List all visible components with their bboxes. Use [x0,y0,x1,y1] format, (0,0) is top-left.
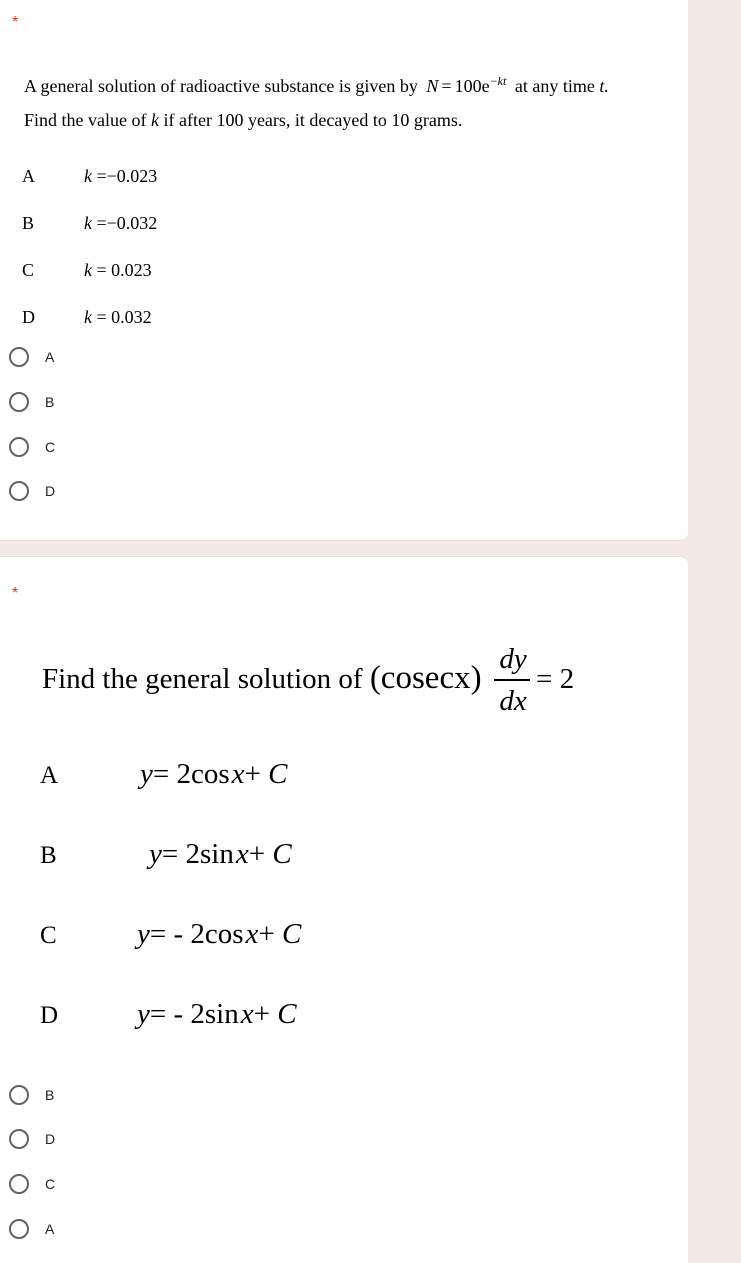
radio-circle-icon[interactable] [9,481,29,501]
radio-label: B [45,394,55,410]
radio-label: C [45,1176,56,1192]
radio-label: C [45,439,56,455]
question-2-prefix: Find the general solution of [42,663,363,695]
radio-circle-icon[interactable] [9,437,29,457]
option-expr-b: k =−0.032 [84,213,158,233]
option-expr-d: y= - 2sinx+ C [137,998,297,1030]
radio-label: A [45,349,55,365]
radio-circle-icon[interactable] [9,1174,29,1194]
fraction-denominator: dx [499,685,527,717]
option-expr-a: y= 2cosx+ C [140,758,288,790]
formula-base: 100e [454,76,490,96]
formula-equals: = [441,76,452,96]
option-letter-d: D [22,307,35,327]
formula-N: N [426,76,439,96]
option-expr-c: k = 0.023 [84,260,152,280]
question-card-2 [0,556,688,1263]
option-letter-b: B [40,842,57,869]
option-letter-c: C [22,260,35,280]
required-asterisk: * [12,14,19,31]
question-1-line-2 [24,110,462,131]
question-1-prefix: A general solution of radioactive substance is given by [24,76,418,96]
question-1-line-1 [24,74,609,97]
radio-circle-icon[interactable] [9,1085,29,1105]
radio-circle-icon[interactable] [9,347,29,367]
radio-choice-b[interactable] [9,390,54,414]
radio-choice-c[interactable] [9,1172,55,1196]
option-expr-b: y= 2sinx+ C [149,838,292,870]
question-1-line2-prefix: Find the value of [24,110,147,130]
radio-label: B [45,1087,55,1103]
radio-choice-c[interactable] [9,435,55,459]
question-2-cosec: (cosecx) [369,660,482,696]
option-expr-c: y= - 2cosx+ C [137,918,302,950]
radio-choice-a[interactable] [9,345,54,369]
question-1-t: t. [599,76,609,96]
radio-choice-b[interactable] [9,1083,54,1107]
question-1-line2-suffix: if after 100 years, it decayed to 10 grams. [163,110,463,130]
option-letter-a: A [40,762,59,789]
question-1-suffix: at any time [514,76,595,96]
radio-circle-icon[interactable] [9,392,29,412]
radio-label: D [45,483,56,499]
option-letter-c: C [40,922,57,949]
radio-label: A [45,1221,55,1237]
option-letter-a: A [22,166,35,186]
required-asterisk: * [12,585,19,602]
radio-choice-d[interactable] [9,479,55,503]
question-1-k: k [150,110,159,130]
option-letter-d: D [40,1002,59,1029]
question-2-text [42,660,482,697]
radio-circle-icon[interactable] [9,1129,29,1149]
radio-label: D [45,1131,56,1147]
question-2-rhs: = 2 [536,663,575,695]
option-expr-a: k =−0.023 [84,166,158,186]
radio-choice-a[interactable] [9,1217,54,1241]
fraction-bar [494,679,530,681]
option-expr-d: k = 0.032 [84,307,152,327]
radio-circle-icon[interactable] [9,1219,29,1239]
fraction-numerator: dy [499,643,527,675]
question-card-1 [0,0,688,541]
option-letter-b: B [22,213,35,233]
formula-exponent: −kt [489,74,507,88]
radio-choice-d[interactable] [9,1127,55,1151]
